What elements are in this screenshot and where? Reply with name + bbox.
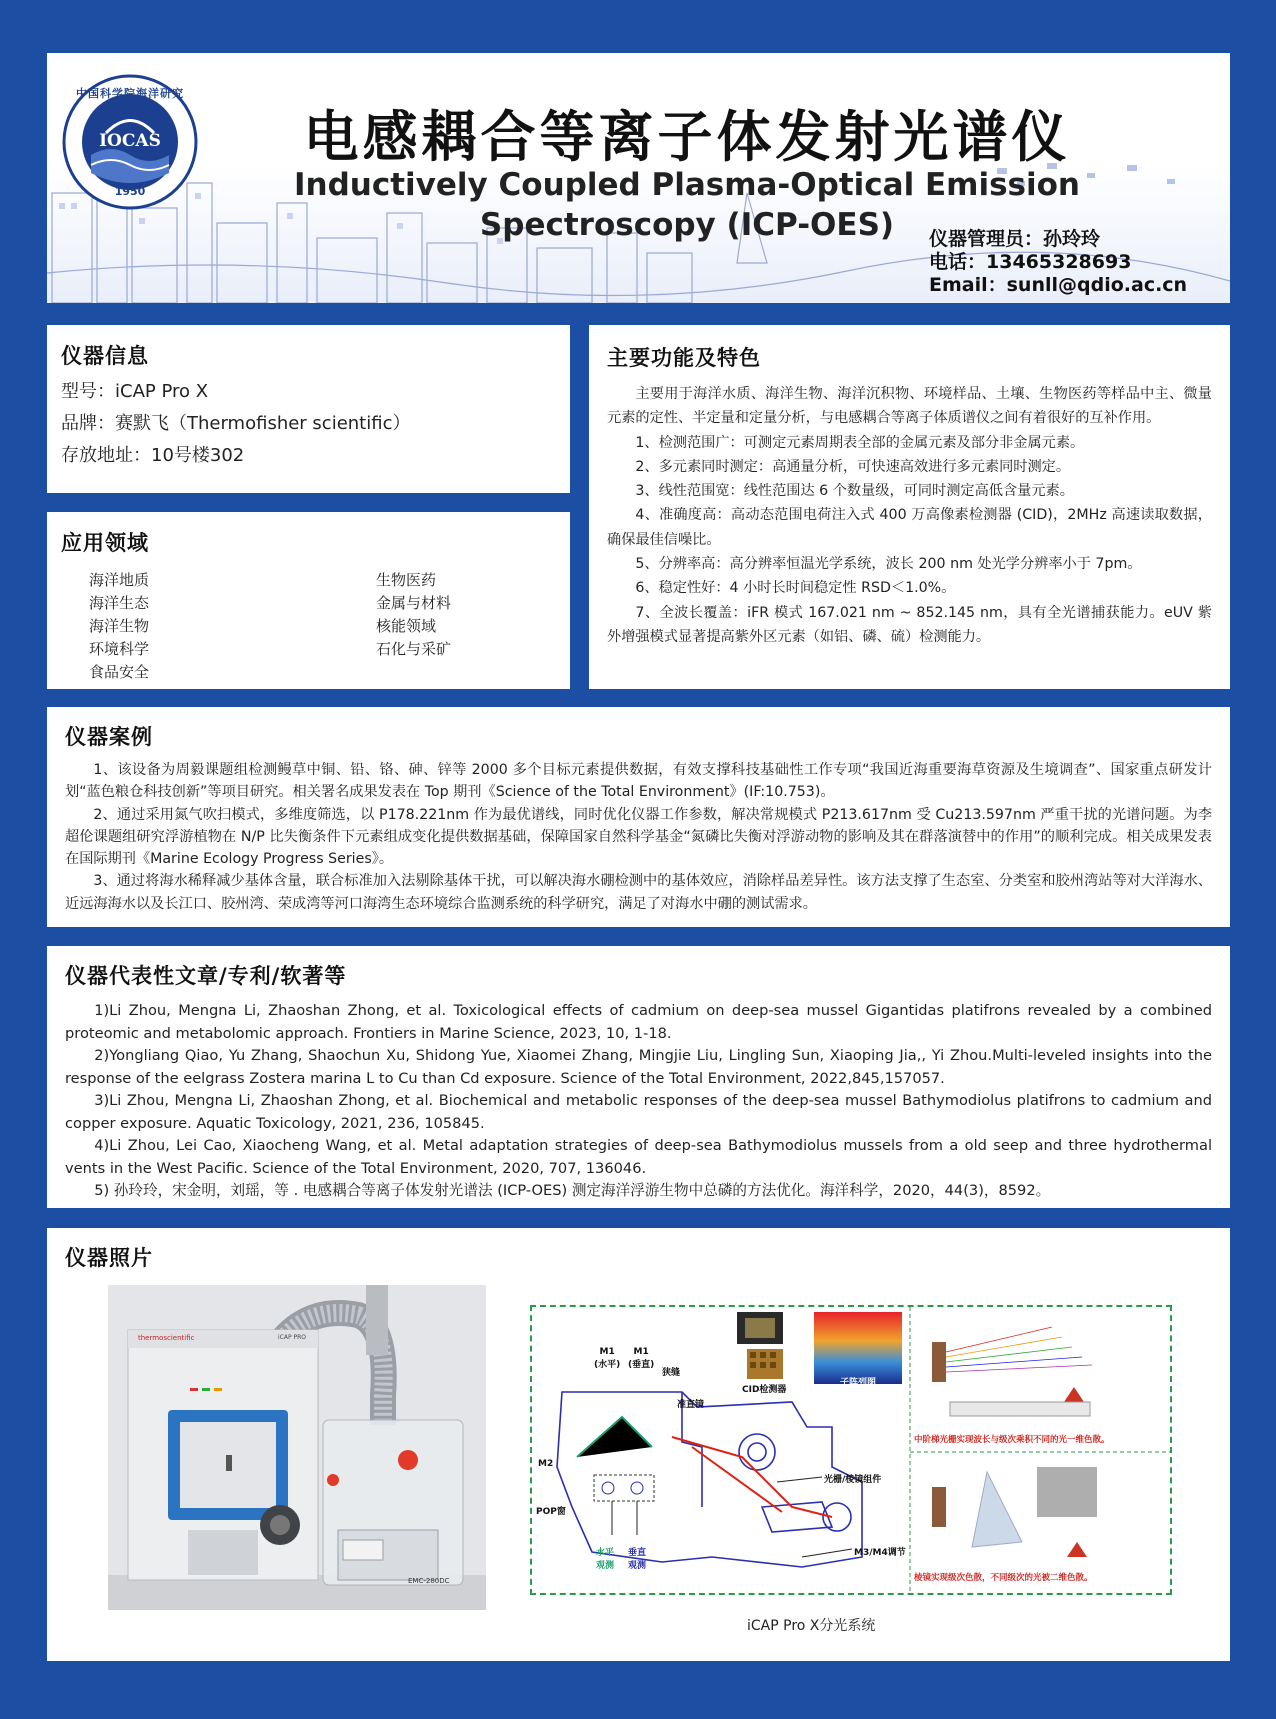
list-item: 食品安全 (89, 663, 150, 681)
title-en-line-1: Inductively Coupled Plasma-Optical Emission (294, 167, 1080, 203)
logo-acronym: IOCAS (99, 131, 161, 151)
paragraph: 5、分辨率高：高分辨率恒温光学系统，波长 200 nm 处光学分辨率小于 7pm。 (635, 556, 1142, 573)
header-banner (47, 53, 1230, 303)
logo-year: 1950 (114, 185, 146, 198)
contact-info (929, 228, 1187, 297)
logo-ring-text: 中国科学院海洋研究所 (76, 87, 184, 116)
section-title: 仪器信息 (61, 344, 149, 368)
label-slit: 狭缝 (662, 1368, 681, 1378)
label-m3m4: M3/M4调节 (854, 1548, 906, 1558)
application-fields-panel (47, 512, 570, 689)
paragraph: 3、线性范围宽：线性范围达 6 个数量级，可同时测定高低含量元素。 (635, 483, 1074, 500)
instrument-model-label: iCAP PRO (278, 1334, 306, 1341)
instrument-photo (108, 1285, 486, 1610)
email-address[interactable]: Email：sunll@qdio.ac.cn (929, 274, 1188, 296)
label-m2: M2 (538, 1459, 554, 1469)
manager-name: 仪器管理员：孙玲玲 (929, 228, 1101, 250)
label-collimator: 准直镜 (677, 1400, 705, 1410)
paragraph: 1、该设备为周毅课题组检测鳗草中铜、铅、铬、砷、锌等 2000 多个目标元素提供数据，有效支撑科技基础性工作专项“我国近海重要海草资源及生境调查”、国家重点研发计划“蓝色粮仓科技创新”等项目研究。相关署名成果发表在 Top 期刊《Science of the Total Environment》(IF:10.753)。 (65, 762, 1212, 801)
section-title: 仪器案例 (65, 725, 153, 749)
paragraph: 7、全波长覆盖：iFR 模式 167.021 nm ~ 852.145 nm，具有全光谱捕获能力。eUV 紫外增强模式显著提高紫外区元素（如铝、磷、硫）检测能力。 (607, 604, 1212, 645)
publications-panel (47, 946, 1230, 1208)
cases-panel (47, 707, 1230, 927)
list-item: 金属与材料 (376, 594, 452, 612)
label-subarray: 子阵列图 (840, 1378, 877, 1388)
label-grating: 光栅/棱镜组件 (824, 1475, 882, 1485)
paragraph: 主要用于海洋水质、海洋生物、海洋沉积物、环境样品、土壤、生物医药等样品中主、微量元素的定性、半定量和定量分析，与电感耦合等离子体质谱仪之间有着很好的互补作用。 (607, 386, 1212, 427)
location-line: 存放地址：10号楼302 (61, 445, 245, 466)
instrument-brand-label: thermoscientific (138, 1334, 195, 1342)
photos-panel (47, 1228, 1230, 1661)
paragraph: 6、稳定性好：4 小时长时间稳定性 RSD＜1.0%。 (635, 580, 956, 597)
list-item: 3)Li Zhou, Mengna Li, Zhaoshan Zhong, et al. Biochemical and metabolic responses of the deep-sea mussel Bathymodiolus platifrons to cadmium and copper exposure. Aquatic Toxicology, 2021, 236, 105845. (65, 1092, 1212, 1132)
title-en-line-2: Spectroscopy (ICP-OES) (479, 207, 895, 243)
list-item: 生物医药 (376, 571, 437, 589)
brand-line: 品牌：赛默飞（Thermofisher scientific） (61, 413, 411, 434)
label-pop-window: POP窗 (536, 1507, 566, 1517)
list-item: 2)Yongliang Qiao, Yu Zhang, Shaochun Xu, Shidong Yue, Xiaomei Zhang, Mingjie Liu, Lingling Sun, Xiaoping Jia,, Yi Zhou.Multi-leveled insights into the response of the eelgrass Zostera marina L to Cu than Cd exposure. Science of the Total Environment, 2022,845,157057. (65, 1047, 1212, 1087)
paragraph: 1、检测范围广：可测定元素周期表全部的金属元素及部分非金属元素。 (635, 434, 1085, 451)
list-item: 海洋地质 (89, 571, 150, 589)
paragraph: 2、多元素同时测定：高通量分析，可快速高效进行多元素同时测定。 (635, 458, 1071, 475)
list-item: 石化与采矿 (376, 640, 452, 658)
section-title: 应用领域 (61, 531, 149, 555)
phone-number: 电话：13465328693 (929, 251, 1132, 273)
echelle-note: 中阶梯光栅实现波长与级次乘积不同的光一维色散。 (914, 1435, 1110, 1445)
label-m1-vertical: M1 (垂直) (628, 1347, 655, 1370)
list-item: 海洋生态 (89, 594, 150, 612)
list-item: 核能领域 (376, 617, 437, 635)
label-m1-horizontal: M1 (水平) (594, 1347, 621, 1370)
list-item: 4)Li Zhou, Lei Cao, Xiaocheng Wang, et al. Metal adaptation strategies of deep-sea Bathymodiolus mussels from a old seep and three hydrothermal vents in the West Pacific. Science of the Total Environment, 2020, 707, 136046. (65, 1137, 1212, 1177)
prism-note: 棱镜实现级次色散，不同级次的光被二维色散。 (914, 1573, 1093, 1583)
label-horizontal-view: 水平观测 (596, 1548, 615, 1571)
optical-system-diagram (530, 1305, 1172, 1595)
model-line: 型号：iCAP Pro X (61, 381, 209, 402)
application-list (89, 569, 556, 684)
sampler-label: EMC-280DC (408, 1577, 450, 1585)
paragraph: 2、通过采用氮气吹扫模式，多维度筛选，以 P178.221nm 作为最优谱线，同时优化仪器工作参数，解决常规模式 P213.617nm 受 Cu213.597nm 严重干扰的光谱问题。为李超伦课题组研究浮游植物在 N/P 比失衡条件下元素组成变化提供数据基础，保障国家自然科学基金“氮磷比失衡对浮游动物的影响及其在群落演替中的作用”的顺利完成。相关成果发表在国际期刊《Marine Ecology Progress Series》。 (65, 806, 1212, 868)
list-item: 1)Li Zhou, Mengna Li, Zhaoshan Zhong, et al. Toxicological effects of cadmium on deep-sea mussel Gigantidas platifrons revealed by a combined proteomic and metabolomic approach. Frontiers in Marine Science, 2023, 10, 1-18. (65, 1002, 1212, 1042)
list-item: 5) 孙玲玲，宋金明，刘瑶，等 . 电感耦合等离子体发射光谱法 (ICP-OES) 测定海洋浮游生物中总磷的方法优化。海洋科学，2020，44(3)，8592。 (94, 1182, 1051, 1199)
features-panel (589, 325, 1230, 689)
page-title-chinese: 电感耦合等离子体发射光谱仪 (303, 105, 1071, 169)
label-cid-detector: CID检测器 (742, 1385, 787, 1395)
instrument-info-panel (47, 325, 570, 493)
list-item: 海洋生物 (89, 617, 150, 635)
diagram-caption: iCAP Pro X分光系统 (747, 1618, 876, 1634)
paragraph: 3、通过将海水稀释减少基体含量，联合标准加入法剔除基体干扰，可以解决海水硼检测中的基体效应，消除样品差异性。该方法支撑了生态室、分类室和胶州湾站等对大洋海水、近远海海水以及长江口、胶州湾、荣成湾等河口海湾生态环境综合监测系统的科学研究，满足了对海水中硼的测试需求。 (65, 873, 1212, 912)
paragraph: 4、准确度高：高动态范围电荷注入式 400 万高像素检测器 (CID)，2MHz 高速读取数据，确保最佳信噪比。 (607, 507, 1212, 548)
label-vertical-view: 垂直观测 (628, 1548, 647, 1571)
section-title: 主要功能及特色 (607, 346, 761, 370)
list-item: 环境科学 (89, 640, 150, 658)
section-title: 仪器代表性文章/专利/软著等 (65, 964, 347, 988)
section-title: 仪器照片 (65, 1246, 153, 1270)
